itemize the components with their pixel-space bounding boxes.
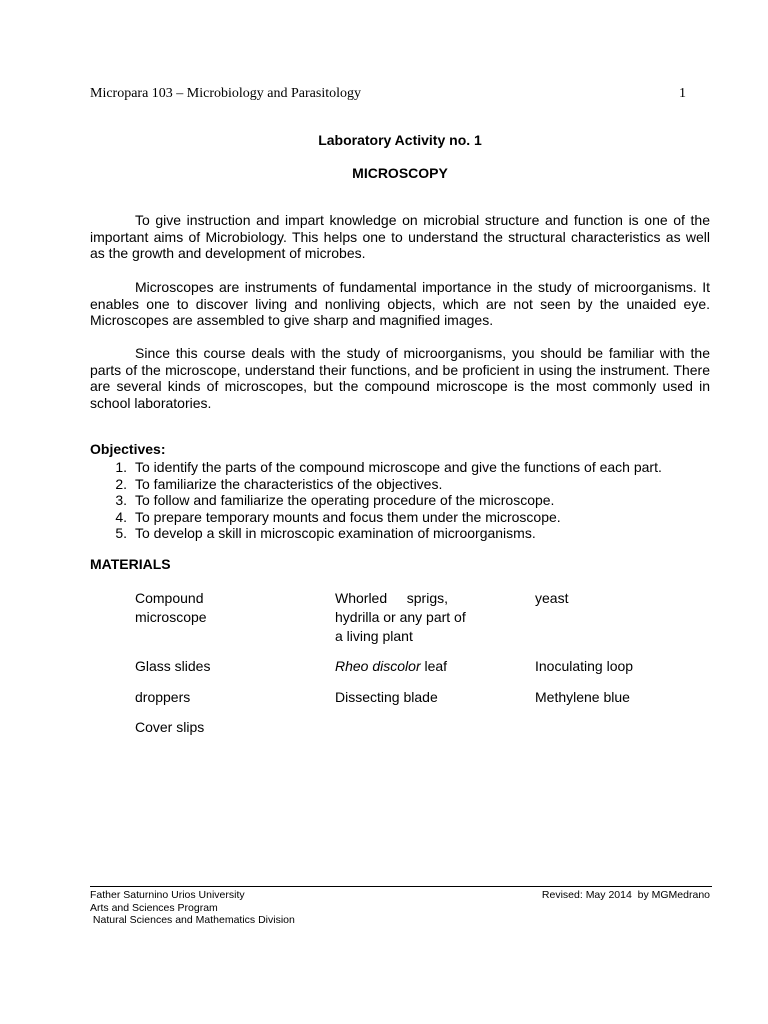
footer-divider <box>90 886 712 887</box>
list-text: To identify the parts of the compound microscope and give the functions of each part. <box>135 459 662 475</box>
material-inoculating-loop: Inoculating loop <box>535 658 634 674</box>
materials-heading: MATERIALS <box>90 556 171 572</box>
paragraph-text: Since this course deals with the study of microorganisms, you should be familiar with the parts of the microscope, understand their functions, and be proficient in using the instrument. There are several kinds of microscopes, but the compound microscope is the most commonly used in school laboratories. <box>90 345 710 411</box>
course-title: Micropara 103 – Microbiology and Parasitology <box>90 86 362 101</box>
list-text: To familiarize the characteristics of the objectives. <box>135 475 443 492</box>
material-text: leaf <box>420 658 448 674</box>
list-number: 2. <box>115 475 127 492</box>
material-text-italic: Rheo discolor <box>335 658 421 674</box>
material-text: Whorled <box>335 590 388 606</box>
material-text: microscope <box>135 609 207 625</box>
list-number: 3. <box>115 492 127 508</box>
list-number: 5. <box>115 525 127 541</box>
material-droppers: droppers <box>135 689 191 705</box>
footer-revised: Revised: May 2014 by MGMedrano <box>541 889 710 901</box>
activity-title: Laboratory Activity no. 1 <box>318 132 482 148</box>
material-glass-slides: Glass slides <box>135 658 211 674</box>
material-text: sprigs, <box>406 590 448 606</box>
intro-paragraph-3 <box>90 345 710 411</box>
intro-paragraph-2 <box>90 279 710 329</box>
list-item <box>90 476 720 493</box>
list-item <box>90 509 720 526</box>
footer-line: Natural Sciences and Mathematics Division <box>90 914 295 926</box>
footer-institution <box>90 889 295 927</box>
page-number: 1 <box>679 86 686 101</box>
material-rheo-discolor <box>335 657 470 676</box>
list-text: To follow and familiarize the operating procedure of the microscope. <box>135 492 555 508</box>
intro-paragraph-1 <box>90 212 710 262</box>
list-text: To prepare temporary mounts and focus them under the microscope. <box>135 508 561 525</box>
material-cover-slips: Cover slips <box>135 719 205 735</box>
list-item <box>90 492 720 509</box>
objectives-list <box>90 459 720 542</box>
material-text: Compound <box>135 590 204 606</box>
material-compound-microscope <box>135 589 270 627</box>
list-number: 4. <box>115 508 127 525</box>
list-item <box>90 525 720 542</box>
paragraph-text: To give instruction and impart knowledge on microbial structure and function is one of the important aims of Microbiology. This helps one to understand the structural characteristics as well as the growth and development of microbes. <box>90 212 710 261</box>
material-line <box>335 589 448 608</box>
footer-line: Father Saturnino Urios University <box>90 889 245 901</box>
material-dissecting-blade: Dissecting blade <box>335 689 438 705</box>
material-yeast: yeast <box>535 590 569 606</box>
list-text: To develop a skill in microscopic examination of microorganisms. <box>135 525 536 541</box>
objectives-heading: Objectives: <box>90 441 166 457</box>
material-whorled-sprigs <box>335 589 470 646</box>
material-text: hydrilla or any part of <box>335 609 466 625</box>
material-methylene-blue: Methylene blue <box>535 689 630 705</box>
list-item <box>90 459 720 476</box>
footer-line: Arts and Sciences Program <box>90 901 218 914</box>
material-text: a living plant <box>335 628 413 644</box>
list-number: 1. <box>115 459 127 475</box>
activity-subtitle: MICROSCOPY <box>352 165 448 181</box>
paragraph-text: Microscopes are instruments of fundamental importance in the study of microorganisms. It enables one to discover living and nonliving objects, which are not seen by the unaided eye. Microscopes are assembled to give sharp and magnified images. <box>90 279 710 328</box>
page-header <box>90 86 686 102</box>
